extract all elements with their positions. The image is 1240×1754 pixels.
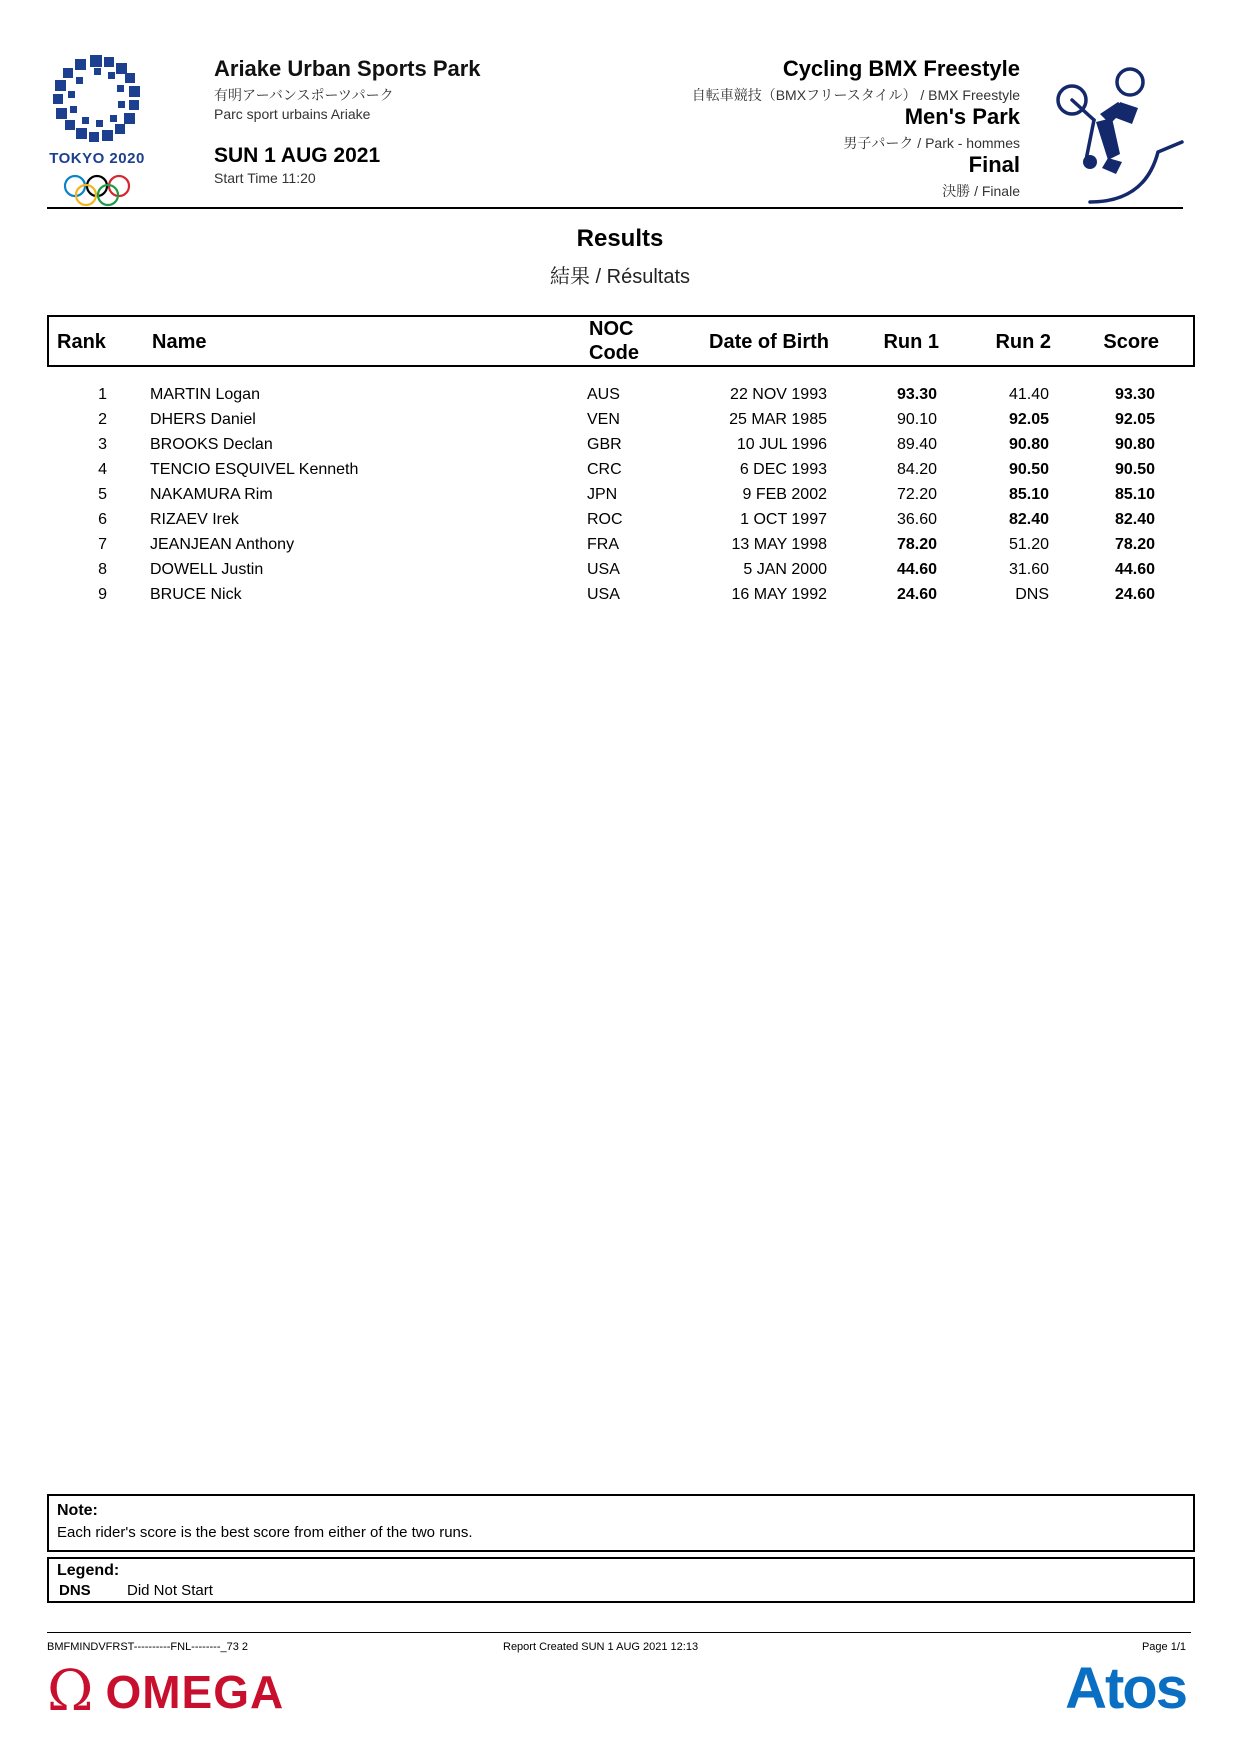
run1-cell: 90.10 [896, 411, 937, 428]
sport-name: Cycling BMX Freestyle [782, 56, 1020, 81]
report-created: Report Created SUN 1 AUG 2021 12:13 [503, 1641, 699, 1653]
score-cell: 24.60 [1114, 586, 1155, 603]
rank-cell: 4 [98, 461, 107, 478]
legend-meaning: Did Not Start [127, 1582, 213, 1599]
name-cell: BROOKS Declan [150, 436, 273, 453]
dob-cell: 22 NOV 1993 [730, 386, 827, 403]
noc-cell: JPN [587, 486, 618, 503]
dob-cell: 6 DEC 1993 [739, 461, 827, 478]
noc-cell: VEN [587, 411, 620, 428]
omega-symbol-icon: Ω [47, 1659, 94, 1724]
dob-cell: 13 MAY 1998 [731, 536, 827, 553]
table-row [47, 561, 1191, 586]
legend-title: Legend: [57, 1562, 120, 1579]
score-cell: 85.10 [1114, 486, 1155, 503]
noc-cell: FRA [587, 536, 619, 553]
page-title: Results [576, 225, 664, 252]
run2-cell: 51.20 [1008, 536, 1049, 553]
note-text: Each rider's score is the best score from either of the two runs. [57, 1524, 473, 1541]
noc-cell: ROC [587, 511, 623, 528]
atos-logo: Atos [1065, 1656, 1186, 1721]
start-time: Start Time 11:20 [214, 170, 316, 186]
table-row [47, 411, 1191, 436]
name-cell: MARTIN Logan [150, 386, 260, 403]
run1-cell: 72.20 [896, 486, 937, 503]
column-header-name: Name [152, 331, 207, 353]
run2-cell: DNS [1015, 586, 1049, 603]
venue-name-japanese: 有明アーバンスポーツパーク [214, 87, 394, 103]
event-name: Men's Park [904, 104, 1020, 129]
page-subtitle: 結果 / Résultats [549, 266, 691, 288]
tokyo2020-logo-text: TOKYO 2020 [49, 150, 145, 167]
name-cell: NAKAMURA Rim [150, 486, 273, 503]
rank-cell: 9 [98, 586, 107, 603]
noc-cell: USA [587, 586, 620, 603]
table-row [47, 486, 1191, 511]
note-box [47, 1494, 1195, 1552]
rank-cell: 7 [98, 536, 107, 553]
name-cell: DOWELL Justin [150, 561, 264, 578]
rank-cell: 1 [98, 386, 107, 403]
venue-name-french: Parc sport urbains Ariake [214, 106, 371, 122]
dob-cell: 9 FEB 2002 [742, 486, 827, 503]
header-divider [47, 207, 1183, 209]
column-header-run2: Run 2 [995, 331, 1051, 353]
run2-cell: 90.50 [1008, 461, 1049, 478]
column-header-noc-code: Code [589, 342, 639, 364]
score-cell: 92.05 [1114, 411, 1155, 428]
run1-cell: 93.30 [896, 386, 937, 403]
table-row [47, 386, 1191, 411]
rank-cell: 6 [98, 511, 107, 528]
run2-cell: 31.60 [1008, 561, 1049, 578]
dob-cell: 16 MAY 1992 [731, 586, 827, 603]
report-code: BMFMINDVFRST----------FNL--------_73 2 [47, 1641, 249, 1653]
legend-box [47, 1557, 1195, 1603]
sport-name-translation: 自転車競技（BMXフリースタイル） / BMX Freestyle [691, 87, 1020, 103]
table-row [47, 461, 1191, 486]
table-row [47, 511, 1191, 536]
run1-cell: 89.40 [896, 436, 937, 453]
omega-logo-text: OMEGA [105, 1666, 285, 1718]
run1-cell: 24.60 [896, 586, 937, 603]
name-cell: DHERS Daniel [150, 411, 256, 428]
run2-cell: 82.40 [1008, 511, 1049, 528]
run2-cell: 85.10 [1008, 486, 1049, 503]
column-header-noc: NOC [589, 318, 634, 340]
column-header-score: Score [1103, 331, 1159, 353]
page-number: Page 1/1 [1141, 1641, 1186, 1653]
column-header-rank: Rank [57, 331, 106, 353]
score-cell: 93.30 [1114, 386, 1155, 403]
noc-cell: GBR [587, 436, 622, 453]
score-cell: 90.50 [1114, 461, 1155, 478]
score-cell: 90.80 [1114, 436, 1155, 453]
dob-cell: 5 JAN 2000 [743, 561, 827, 578]
dob-cell: 10 JUL 1996 [736, 436, 827, 453]
note-title: Note: [57, 1502, 98, 1519]
bmx-pictogram-icon [1050, 62, 1186, 207]
run1-cell: 78.20 [896, 536, 937, 553]
name-cell: TENCIO ESQUIVEL Kenneth [150, 461, 359, 478]
event-name-translation: 男子パーク / Park - hommes [843, 135, 1020, 151]
run2-cell: 41.40 [1008, 386, 1049, 403]
table-row [47, 436, 1191, 461]
name-cell: RIZAEV Irek [150, 511, 239, 528]
column-header-run1: Run 1 [883, 331, 939, 353]
tokyo2020-logo [47, 52, 147, 212]
rank-cell: 5 [98, 486, 107, 503]
footer-divider [47, 1632, 1191, 1633]
noc-cell: AUS [587, 386, 620, 403]
rank-cell: 3 [98, 436, 107, 453]
run1-cell: 36.60 [896, 511, 937, 528]
name-cell: BRUCE Nick [150, 586, 242, 603]
phase-name-translation: 決勝 / Finale [942, 183, 1020, 199]
run2-cell: 90.80 [1008, 436, 1049, 453]
dob-cell: 1 OCT 1997 [740, 511, 827, 528]
results-table-header [47, 315, 1195, 367]
run1-cell: 44.60 [896, 561, 937, 578]
event-date: SUN 1 AUG 2021 [214, 144, 381, 167]
table-row [47, 536, 1191, 561]
venue-name: Ariake Urban Sports Park [214, 56, 481, 81]
dob-cell: 25 MAR 1985 [729, 411, 827, 428]
noc-cell: USA [587, 561, 620, 578]
run1-cell: 84.20 [896, 461, 937, 478]
score-cell: 82.40 [1114, 511, 1155, 528]
legend-code: DNS [59, 1582, 91, 1599]
score-cell: 78.20 [1114, 536, 1155, 553]
rank-cell: 8 [98, 561, 107, 578]
noc-cell: CRC [587, 461, 622, 478]
phase-name: Final [968, 152, 1020, 177]
table-row [47, 586, 1191, 611]
run2-cell: 92.05 [1008, 411, 1049, 428]
omega-logo [47, 1659, 285, 1724]
column-header-date-of-birth: Date of Birth [709, 331, 829, 353]
score-cell: 44.60 [1114, 561, 1155, 578]
name-cell: JEANJEAN Anthony [150, 536, 295, 553]
rank-cell: 2 [98, 411, 107, 428]
